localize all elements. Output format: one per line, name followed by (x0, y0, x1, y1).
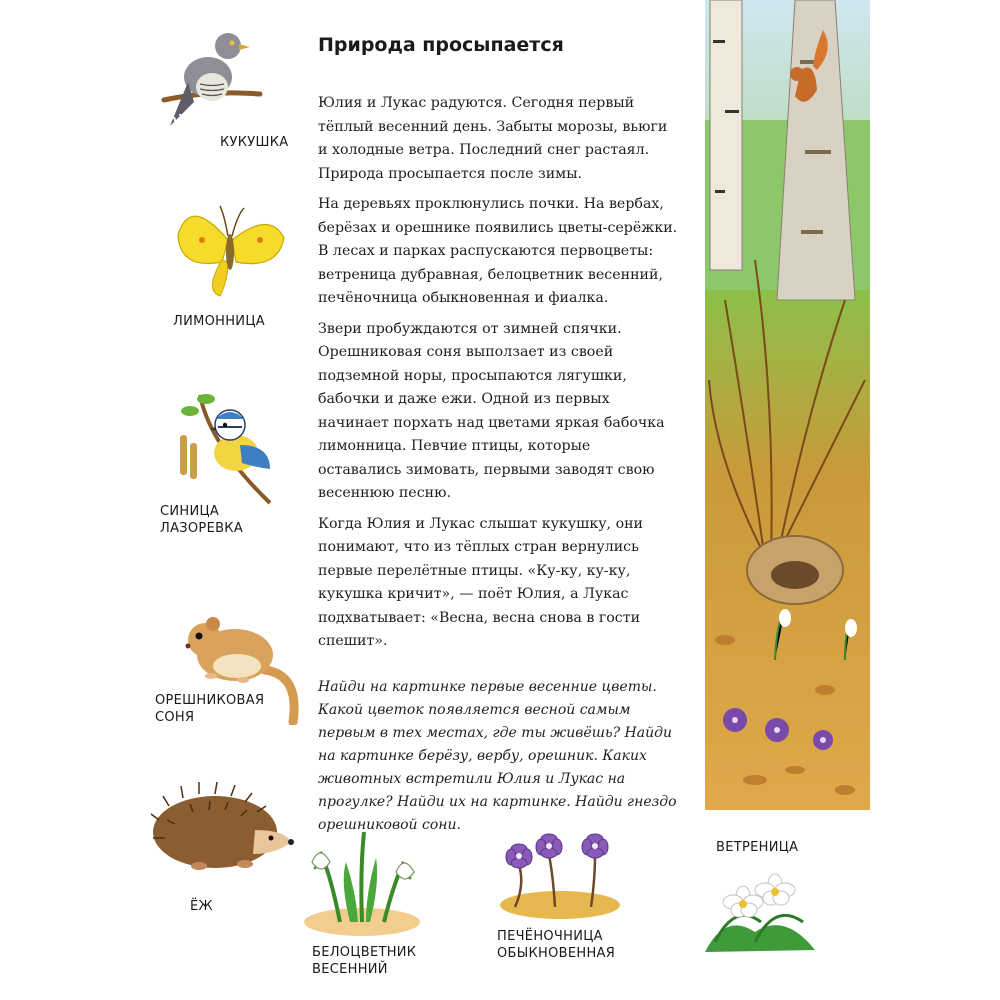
wood-anemone-illustration (695, 862, 825, 962)
hepatica-illustration (495, 825, 625, 925)
hedgehog-label: ЁЖ (190, 899, 213, 914)
snowflake-label: БЕЛОЦВЕТНИК ВЕСЕННИЙ (312, 945, 417, 977)
paragraph-4: Когда Юлия и Лукас слышат кукушку, они понимают, что из тёплых стран вернулись первые перелётные птицы. «Ку-ку, ку-ку, кукушка кричит», — поёт Юлия, а Лукас подхватывает: «Весна, весна снова в гости спешит». (318, 515, 644, 649)
spring-snowflake-illustration (300, 822, 425, 940)
spring-forest-illustration (705, 0, 870, 810)
hepatica-label: ПЕЧЁНОЧНИЦА ОБЫКНОВЕННАЯ (497, 929, 616, 961)
dormouse-label: ОРЕШНИКОВАЯ СОНЯ (155, 693, 265, 725)
task-text: Найди на картинке первые весенние цветы. Какой цветок появляется весной самым первым в тех местах, где ты живёшь? Найди на картинке берёзу, вербу, орешник. Каких животных встретили Юлия и Лукас на прогулке? Найди их на картинке. Найди гнездо орешниковой сони. (318, 679, 677, 833)
cuckoo-illustration (160, 22, 265, 137)
paragraph-3: Звери пробуждаются от зимней спячки. Орешниковая соня выползает из своей подземной норы, просыпаются лягушки, бабочки и даже ежи. Одной из первых начинает порхать над цветами яркая бабочка лимонница. Певчие птицы, которые оставались зимовать, первыми заводят свою весеннюю песню. (318, 320, 665, 501)
blue-tit-label: СИНИЦА ЛАЗОРЕВКА (160, 504, 244, 536)
page-title: Природа просыпается (318, 34, 564, 56)
hedgehog-illustration (145, 780, 295, 875)
butterfly-label: ЛИМОННИЦА (173, 314, 265, 329)
story-text (318, 92, 678, 661)
blue-tit-illustration (170, 385, 280, 505)
cuckoo-label: КУКУШКА (220, 135, 289, 150)
brimstone-butterfly-illustration (170, 200, 290, 300)
anemone-label: ВЕТРЕНИЦА (716, 840, 799, 855)
paragraph-1: Юлия и Лукас радуются. Сегодня первый тёплый весенний день. Забыты морозы, вьюги и холодные ветра. Последний снег растаял. Природа просыпается после зимы. (318, 95, 668, 182)
paragraph-2: На деревьях проклюнулись почки. На вербах, берёзах и орешнике появились цветы-серёжки. В лесах и парках распускаются первоцветы: ветреница дубравная, белоцветник весенний, печёночница обыкновенная и фиалка. (318, 196, 678, 306)
